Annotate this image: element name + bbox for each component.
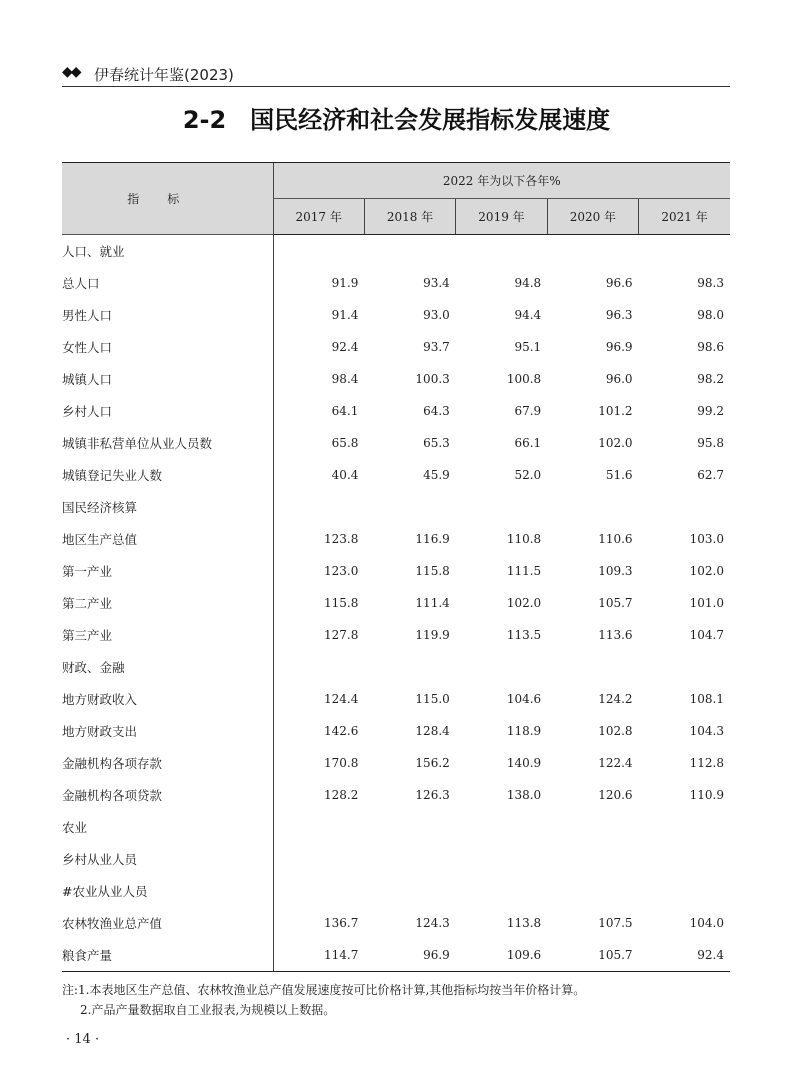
value-cell: 115.8 — [415, 564, 450, 578]
row-label: 地方财政收入 — [62, 683, 273, 715]
value-cell: 104.7 — [689, 628, 724, 642]
value-cell: 99.2 — [697, 404, 724, 418]
value-cell — [273, 235, 364, 268]
value-cell — [547, 843, 638, 875]
value-cell: 93.0 — [423, 308, 450, 322]
value-cell: 118.9 — [506, 724, 542, 738]
indicator-table — [62, 162, 730, 972]
value-cell: 112.8 — [689, 756, 724, 770]
row-label: 财政、金融 — [62, 651, 273, 683]
table-row — [62, 427, 730, 459]
table-row — [62, 587, 730, 619]
value-cell: 138.0 — [506, 788, 542, 802]
table-row — [62, 491, 730, 523]
value-cell — [639, 875, 730, 907]
value-cell — [364, 875, 455, 907]
table-row — [62, 683, 730, 715]
value-cell: 91.4 — [331, 308, 359, 322]
year-header: 2019 年 — [456, 199, 547, 235]
value-cell — [456, 651, 547, 683]
value-cell — [364, 651, 455, 683]
value-cell: 156.2 — [415, 756, 450, 770]
value-cell: 115.0 — [415, 692, 450, 706]
value-cell — [639, 491, 730, 523]
value-cell: 65.3 — [423, 436, 450, 450]
year-header: 2018 年 — [364, 199, 455, 235]
value-cell: 101.0 — [689, 596, 724, 610]
value-cell: 123.8 — [324, 532, 359, 546]
value-cell: 136.7 — [324, 916, 359, 930]
table-row — [62, 395, 730, 427]
value-cell: 107.5 — [598, 916, 633, 930]
value-cell — [273, 811, 364, 843]
table-row — [62, 907, 730, 939]
value-cell: 104.0 — [689, 916, 724, 930]
value-cell: 113.8 — [506, 916, 542, 930]
value-cell — [547, 491, 638, 523]
value-cell: 94.4 — [514, 308, 542, 322]
value-cell — [364, 235, 455, 268]
value-cell: 96.9 — [364, 939, 455, 972]
value-cell: 110.6 — [598, 532, 633, 546]
value-cell: 98.4 — [331, 372, 359, 386]
table-row — [62, 843, 730, 875]
value-cell: 103.0 — [689, 532, 724, 546]
value-cell — [273, 491, 364, 523]
value-cell: 109.3 — [598, 564, 633, 578]
value-cell: 66.1 — [514, 436, 542, 450]
row-label: 金融机构各项贷款 — [62, 779, 273, 811]
table-title: 国民经济和社会发展指标发展速度 — [250, 106, 611, 134]
row-label: 第一产业 — [62, 555, 273, 587]
value-cell: 110.8 — [506, 532, 542, 546]
footnote-2: 2.产品产量数据取自工业报表,为规模以上数据。 — [80, 1003, 336, 1017]
row-label: 国民经济核算 — [62, 491, 273, 523]
value-cell: 127.8 — [324, 628, 359, 642]
value-cell: 128.2 — [324, 788, 359, 802]
value-cell: 102.0 — [689, 564, 724, 578]
value-cell: 96.6 — [605, 276, 633, 290]
value-cell — [639, 843, 730, 875]
value-cell: 119.9 — [415, 628, 450, 642]
value-cell: 64.3 — [423, 404, 450, 418]
row-label: 粮食产量 — [62, 939, 273, 972]
value-cell: 128.4 — [415, 724, 450, 738]
value-cell: 124.4 — [324, 692, 359, 706]
value-cell: 170.8 — [324, 756, 359, 770]
value-cell: 124.3 — [415, 916, 450, 930]
value-cell: 65.8 — [331, 436, 359, 450]
value-cell: 142.6 — [324, 724, 359, 738]
value-cell: 102.0 — [598, 436, 633, 450]
value-cell — [547, 651, 638, 683]
table-row — [62, 715, 730, 747]
value-cell: 124.2 — [598, 692, 633, 706]
row-label: 地方财政支出 — [62, 715, 273, 747]
value-cell — [639, 811, 730, 843]
table-row — [62, 875, 730, 907]
row-label: 城镇人口 — [62, 363, 273, 395]
table-row — [62, 939, 730, 972]
row-label: 女性人口 — [62, 331, 273, 363]
value-cell: 45.9 — [423, 468, 450, 482]
table-row — [62, 235, 730, 268]
value-cell: 92.4 — [639, 939, 730, 972]
value-cell — [547, 811, 638, 843]
value-cell: 123.0 — [324, 564, 359, 578]
table-row — [62, 619, 730, 651]
value-cell: 140.9 — [506, 756, 542, 770]
year-header: 2017 年 — [273, 199, 364, 235]
value-cell: 92.4 — [331, 340, 359, 354]
row-label: 金融机构各项存款 — [62, 747, 273, 779]
table-row — [62, 651, 730, 683]
table-row — [62, 811, 730, 843]
value-cell: 113.5 — [506, 628, 542, 642]
value-cell: 95.8 — [697, 436, 724, 450]
value-cell — [364, 811, 455, 843]
row-label: 地区生产总值 — [62, 523, 273, 555]
table-row — [62, 299, 730, 331]
value-cell: 122.4 — [598, 756, 633, 770]
value-cell: 40.4 — [331, 468, 359, 482]
value-cell: 113.6 — [598, 628, 633, 642]
value-cell: 93.4 — [423, 276, 450, 290]
value-cell — [456, 235, 547, 268]
year-header: 2021 年 — [639, 199, 730, 235]
value-cell: 114.7 — [273, 939, 364, 972]
value-cell: 98.6 — [697, 340, 724, 354]
value-cell — [456, 875, 547, 907]
value-cell — [273, 875, 364, 907]
table-row — [62, 267, 730, 299]
value-cell — [273, 651, 364, 683]
value-cell: 91.9 — [331, 276, 359, 290]
table-row — [62, 459, 730, 491]
row-label: 第二产业 — [62, 587, 273, 619]
value-cell — [639, 651, 730, 683]
row-label: 城镇非私营单位从业人员数 — [62, 427, 273, 459]
value-cell: 67.9 — [514, 404, 542, 418]
value-cell: 100.8 — [506, 372, 542, 386]
value-cell: 120.6 — [598, 788, 633, 802]
value-cell — [364, 491, 455, 523]
book-title: 伊春统计年鉴(2023) — [94, 66, 234, 84]
value-cell: 100.3 — [415, 372, 450, 386]
table-row — [62, 779, 730, 811]
value-cell — [456, 491, 547, 523]
row-label: 乡村人口 — [62, 395, 273, 427]
table-row — [62, 523, 730, 555]
row-label: 乡村从业人员 — [62, 843, 273, 875]
value-cell — [273, 843, 364, 875]
value-cell — [456, 811, 547, 843]
value-cell: 108.1 — [689, 692, 724, 706]
value-cell: 96.9 — [605, 340, 633, 354]
year-header: 2020 年 — [547, 199, 638, 235]
row-label: 男性人口 — [62, 299, 273, 331]
value-cell: 96.3 — [605, 308, 633, 322]
value-cell: 105.7 — [547, 939, 638, 972]
value-cell: 109.6 — [456, 939, 547, 972]
value-cell: 96.0 — [605, 372, 633, 386]
value-cell: 115.8 — [324, 596, 359, 610]
value-cell: 95.1 — [514, 340, 542, 354]
table-row — [62, 331, 730, 363]
value-cell: 104.6 — [506, 692, 542, 706]
footnote-1: 注:1.本表地区生产总值、农林牧渔业总产值发展速度按可比价格计算,其他指标均按当年价格计算。 — [62, 983, 586, 997]
value-cell: 104.3 — [689, 724, 724, 738]
value-cell — [547, 875, 638, 907]
row-label: 农林牧渔业总产值 — [62, 907, 273, 939]
running-header — [62, 62, 730, 87]
row-label: 总人口 — [62, 267, 273, 299]
footnotes — [62, 980, 585, 1020]
value-cell — [364, 843, 455, 875]
row-label: 农业 — [62, 811, 273, 843]
value-cell: 98.0 — [697, 308, 724, 322]
page-title — [0, 100, 793, 135]
value-cell: 62.7 — [697, 468, 724, 482]
value-cell: 111.4 — [415, 596, 450, 610]
value-cell: 101.2 — [598, 404, 633, 418]
value-cell: 105.7 — [598, 596, 633, 610]
value-cell — [639, 235, 730, 268]
value-cell — [547, 235, 638, 268]
value-cell: 102.0 — [506, 596, 542, 610]
value-cell: 98.2 — [697, 372, 724, 386]
value-cell: 111.5 — [506, 564, 542, 578]
value-cell: 116.9 — [415, 532, 450, 546]
value-cell: 64.1 — [331, 404, 359, 418]
value-cell: 126.3 — [415, 788, 450, 802]
value-cell: 51.6 — [605, 468, 633, 482]
row-label: 人口、就业 — [62, 235, 273, 268]
table-row — [62, 747, 730, 779]
row-label: 城镇登记失业人数 — [62, 459, 273, 491]
table-row — [62, 555, 730, 587]
group-header: 2022 年为以下各年% — [273, 163, 730, 199]
value-cell: 93.7 — [423, 340, 450, 354]
value-cell: 52.0 — [514, 468, 542, 482]
page-number: · 14 · — [66, 1032, 100, 1047]
table-number: 2-2 — [182, 106, 227, 134]
diamond-icon: ◆◆ — [62, 64, 80, 80]
row-label: 第三产业 — [62, 619, 273, 651]
value-cell: 94.8 — [514, 276, 542, 290]
row-label: #农业从业人员 — [62, 875, 273, 907]
value-cell: 98.3 — [697, 276, 724, 290]
indicator-header: 指标 — [62, 163, 273, 235]
table-row — [62, 363, 730, 395]
value-cell — [456, 843, 547, 875]
value-cell: 102.8 — [598, 724, 633, 738]
value-cell: 110.9 — [689, 788, 724, 802]
